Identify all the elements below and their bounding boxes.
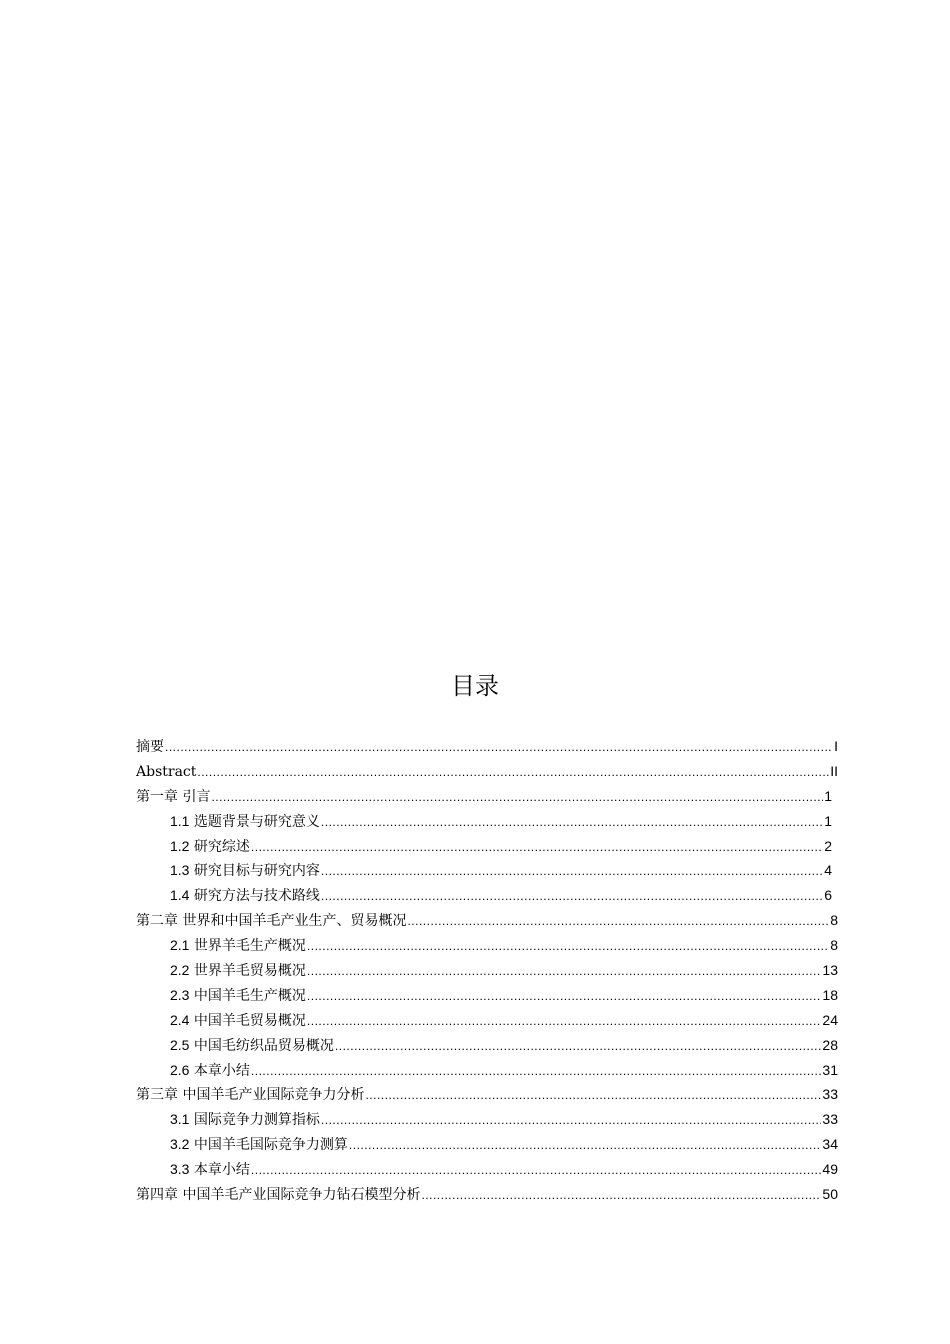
toc-entry-1-3[interactable] xyxy=(136,858,838,883)
toc-entry-number: 2.4 xyxy=(170,1011,190,1028)
toc-entry-number: 1.2 xyxy=(170,837,190,854)
toc-dot-leader xyxy=(307,1009,822,1033)
toc-entry-label: 第一章 引言 xyxy=(136,788,211,805)
toc-entry-page: 4 xyxy=(824,862,832,879)
toc-entry-1-1[interactable] xyxy=(136,809,838,834)
toc-dot-leader xyxy=(251,835,823,859)
toc-entry-page: 1 xyxy=(824,812,832,829)
table-of-contents xyxy=(136,734,838,1207)
toc-entry-number: 1.4 xyxy=(170,887,190,904)
toc-dot-leader xyxy=(365,1083,821,1107)
toc-entry-chapter-3[interactable] xyxy=(136,1082,838,1107)
toc-entry-number: 2.3 xyxy=(170,986,190,1003)
toc-entry-number: 1.1 xyxy=(170,812,190,829)
toc-entry-text: 中国羊毛生产概况 xyxy=(193,987,306,1004)
toc-entry-text: 研究方法与技术路线 xyxy=(193,888,320,905)
toc-entry-page: I xyxy=(834,738,838,754)
toc-entry-label xyxy=(170,809,320,834)
toc-dot-leader xyxy=(211,785,823,809)
toc-entry-abstract-cn[interactable] xyxy=(136,734,838,759)
toc-entry-text: 中国羊毛贸易概况 xyxy=(193,1012,306,1029)
toc-dot-leader xyxy=(321,810,823,834)
toc-entry-page: 1 xyxy=(824,787,832,804)
toc-entry-page: 31 xyxy=(822,1061,838,1078)
toc-entry-page: 2 xyxy=(824,837,832,854)
toc-dot-leader xyxy=(165,735,833,759)
toc-entry-text: 国际竞争力测算指标 xyxy=(193,1112,320,1129)
toc-entry-label xyxy=(170,883,320,908)
toc-entry-label: 第三章 中国羊毛产业国际竞争力分析 xyxy=(136,1087,365,1104)
toc-entry-3-2[interactable] xyxy=(136,1132,838,1157)
toc-entry-2-5[interactable] xyxy=(136,1033,838,1058)
toc-entry-3-3[interactable] xyxy=(136,1157,838,1182)
toc-entry-text: 中国毛纺织品贸易概况 xyxy=(193,1037,334,1054)
toc-entry-text: 本章小结 xyxy=(193,1062,250,1079)
toc-entry-text: 世界羊毛贸易概况 xyxy=(193,963,306,980)
toc-entry-page: 8 xyxy=(830,912,838,929)
toc-entry-number: 1.3 xyxy=(170,862,190,879)
toc-entry-number: 2.5 xyxy=(170,1036,190,1053)
toc-entry-page: 6 xyxy=(824,887,832,904)
toc-entry-label xyxy=(170,983,306,1008)
toc-entry-page: 49 xyxy=(822,1161,838,1178)
toc-dot-leader xyxy=(321,884,823,908)
toc-entry-chapter-1[interactable] xyxy=(136,784,838,809)
toc-entry-label: Abstract xyxy=(136,763,197,780)
toc-entry-label xyxy=(170,858,320,883)
toc-entry-page: 33 xyxy=(822,1086,838,1103)
toc-entry-number: 3.1 xyxy=(170,1111,190,1128)
toc-entry-3-1[interactable] xyxy=(136,1107,838,1132)
toc-entry-label xyxy=(170,834,250,859)
toc-dot-leader xyxy=(421,1183,821,1207)
toc-entry-text: 研究目标与研究内容 xyxy=(193,863,320,880)
toc-entry-page: II xyxy=(830,762,838,779)
toc-entry-page: 8 xyxy=(830,937,838,954)
toc-entry-page: 18 xyxy=(822,986,838,1003)
toc-dot-leader xyxy=(349,1133,822,1157)
toc-entry-page: 13 xyxy=(822,962,838,979)
toc-dot-leader xyxy=(321,1108,822,1132)
toc-entry-chapter-4[interactable] xyxy=(136,1182,838,1207)
toc-dot-leader xyxy=(407,909,829,933)
toc-entry-2-6[interactable] xyxy=(136,1058,838,1083)
toc-dot-leader xyxy=(335,1034,822,1058)
toc-entry-label: 摘要 xyxy=(136,739,164,755)
toc-dot-leader xyxy=(307,959,822,983)
toc-entry-text: 选题背景与研究意义 xyxy=(193,813,320,830)
toc-entry-2-1[interactable] xyxy=(136,933,838,958)
toc-entry-number: 2.2 xyxy=(170,962,190,979)
toc-entry-label xyxy=(170,958,306,983)
toc-entry-chapter-2[interactable] xyxy=(136,908,838,933)
toc-entry-page: 24 xyxy=(822,1011,838,1028)
toc-entry-text: 世界羊毛生产概况 xyxy=(193,938,306,955)
toc-dot-leader xyxy=(251,1158,822,1182)
toc-dot-leader xyxy=(197,760,829,784)
toc-dot-leader xyxy=(307,984,822,1008)
toc-entry-2-2[interactable] xyxy=(136,958,838,983)
toc-entry-number: 2.6 xyxy=(170,1061,190,1078)
toc-entry-page: 50 xyxy=(822,1186,838,1203)
toc-entry-label: 第四章 中国羊毛产业国际竞争力钻石模型分析 xyxy=(136,1187,421,1204)
toc-dot-leader xyxy=(307,934,829,958)
toc-entry-label xyxy=(170,1157,250,1182)
toc-entry-page: 34 xyxy=(822,1136,838,1153)
toc-entry-text: 研究综述 xyxy=(193,838,250,855)
toc-entry-label: 第二章 世界和中国羊毛产业生产、贸易概况 xyxy=(136,913,407,930)
toc-entry-number: 3.3 xyxy=(170,1161,190,1178)
toc-entry-number: 2.1 xyxy=(170,937,190,954)
toc-entry-1-4[interactable] xyxy=(136,883,838,908)
toc-dot-leader xyxy=(251,1059,822,1083)
toc-entry-2-4[interactable] xyxy=(136,1008,838,1033)
toc-entry-text: 本章小结 xyxy=(193,1162,250,1179)
toc-entry-1-2[interactable] xyxy=(136,834,838,859)
toc-dot-leader xyxy=(321,859,823,883)
toc-entry-label xyxy=(170,1058,250,1083)
page-title: 目录 xyxy=(451,672,499,700)
toc-entry-page: 28 xyxy=(822,1036,838,1053)
toc-entry-label xyxy=(170,1033,334,1058)
toc-entry-label xyxy=(170,933,306,958)
toc-entry-label xyxy=(170,1008,306,1033)
toc-entry-2-3[interactable] xyxy=(136,983,838,1008)
toc-entry-label xyxy=(170,1132,348,1157)
toc-entry-number: 3.2 xyxy=(170,1136,190,1153)
toc-entry-label xyxy=(170,1107,320,1132)
toc-entry-page: 33 xyxy=(822,1111,838,1128)
toc-entry-abstract-en[interactable] xyxy=(136,759,838,784)
toc-entry-text: 中国羊毛国际竞争力测算 xyxy=(193,1137,348,1154)
